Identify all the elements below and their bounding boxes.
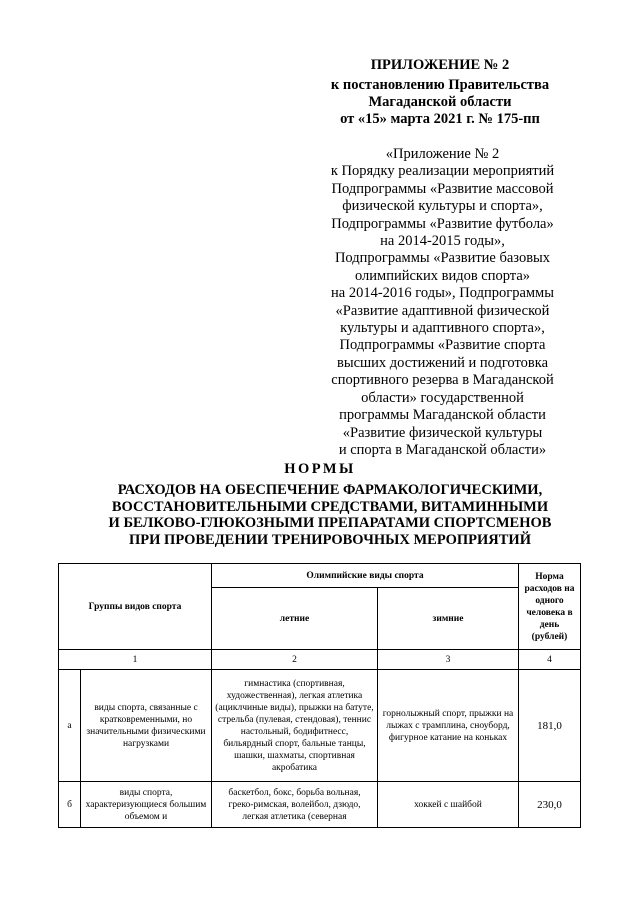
row-norm: 181,0 bbox=[519, 670, 581, 782]
row-letter: а bbox=[59, 670, 81, 782]
header-summer: летние bbox=[212, 588, 378, 650]
order-line: Подпрограммы «Развитие спорта bbox=[339, 337, 546, 354]
order-line: к Порядку реализации мероприятий bbox=[330, 163, 555, 180]
order-line: «Приложение № 2 bbox=[385, 146, 500, 162]
order-line: области» государственной bbox=[361, 389, 524, 406]
row-group: виды спорта, характеризующиеся большим объемом и bbox=[81, 782, 212, 828]
norms-title: НОРМЫ bbox=[284, 461, 356, 477]
order-line: Подпрограммы «Развитие базовых bbox=[334, 250, 551, 267]
order-line: спортивного резерва в Магаданской bbox=[331, 372, 554, 389]
order-line: высших достижений и подготовка bbox=[336, 354, 548, 371]
row-letter: б bbox=[59, 782, 81, 828]
order-reference bbox=[305, 146, 580, 459]
order-line: Подпрограммы «Развитие массовой bbox=[331, 180, 554, 197]
resolution-line: к постановлению Правительства bbox=[330, 77, 550, 93]
header-norm: Норма расходов на одного человека в день (рублей) bbox=[519, 564, 581, 650]
subtitle-line: И БЕЛКОВО-ГЛЮКОЗНЫМИ ПРЕПАРАТАМИ СПОРТСМЕНОВ bbox=[108, 515, 552, 531]
subtitle-line: ПРИ ПРОВЕДЕНИИ ТРЕНИРОВОЧНЫХ МЕРОПРИЯТИЙ bbox=[129, 531, 531, 548]
row-group: виды спорта, связанные с кратковременными, но значительными физическими нагрузками bbox=[81, 670, 212, 782]
order-line: олимпийских видов спорта» bbox=[354, 267, 531, 284]
row-winter: горнолыжный спорт, прыжки на лыжах с трамплина, сноуборд, фигурное катание на коньках bbox=[378, 670, 519, 782]
appendix-header bbox=[305, 57, 575, 128]
row-summer: баскетбол, бокс, борьба вольная, греко-римская, волейбол, дзюдо, легкая атлетика (северная bbox=[212, 782, 378, 828]
col-number: 4 bbox=[519, 650, 581, 670]
table-row bbox=[59, 782, 581, 828]
row-winter: хоккей с шайбой bbox=[378, 782, 519, 828]
col-number: 2 bbox=[212, 650, 378, 670]
col-number: 3 bbox=[378, 650, 519, 670]
order-line: культуры и адаптивного спорта», bbox=[340, 320, 545, 337]
header-groups: Группы видов спорта bbox=[59, 564, 212, 650]
order-line: «Развитие адаптивной физической bbox=[335, 302, 550, 319]
row-summer: гимнастика (спортивная, художественная), легкая атлетика (ациклчиные виды), прыжки на батуте, стрельба (пулевая, стендовая), теннис настольный, бодифитнесс, бильярдный спорт, бальные танцы, шашки, шахматы, спортивная акробатика bbox=[212, 670, 378, 782]
order-line: программы Магаданской области bbox=[339, 407, 546, 424]
order-line: на 2014-2016 годы», Подпрограммы bbox=[331, 285, 554, 302]
row-norm: 230,0 bbox=[519, 782, 581, 828]
order-line: на 2014-2015 годы», bbox=[380, 233, 505, 250]
order-line: физической культуры и спорта», bbox=[342, 198, 543, 215]
col-number: 1 bbox=[59, 650, 212, 670]
subtitle-line: РАСХОДОВ НА ОБЕСПЕЧЕНИЕ ФАРМАКОЛОГИЧЕСКИМИ, bbox=[117, 482, 543, 498]
order-line: «Развитие физической культуры bbox=[342, 424, 543, 441]
order-line: и спорта в Магаданской области» bbox=[338, 441, 547, 458]
order-line: Подпрограммы «Развитие футбола» bbox=[331, 215, 554, 232]
norms-table bbox=[58, 563, 581, 828]
resolution-date-line: от «15» марта 2021 г. № 175-пп bbox=[340, 111, 540, 127]
norms-subtitle bbox=[60, 482, 600, 548]
resolution-line: Магаданской области bbox=[368, 94, 512, 110]
header-olympic: Олимпийские виды спорта bbox=[212, 564, 519, 588]
header-winter: зимние bbox=[378, 588, 519, 650]
subtitle-line: ВОССТАНОВИТЕЛЬНЫМИ СРЕДСТВАМИ, ВИТАМИННЫМИ bbox=[111, 498, 549, 515]
appendix-title: ПРИЛОЖЕНИЕ № 2 bbox=[370, 57, 510, 73]
table-row bbox=[59, 670, 581, 782]
